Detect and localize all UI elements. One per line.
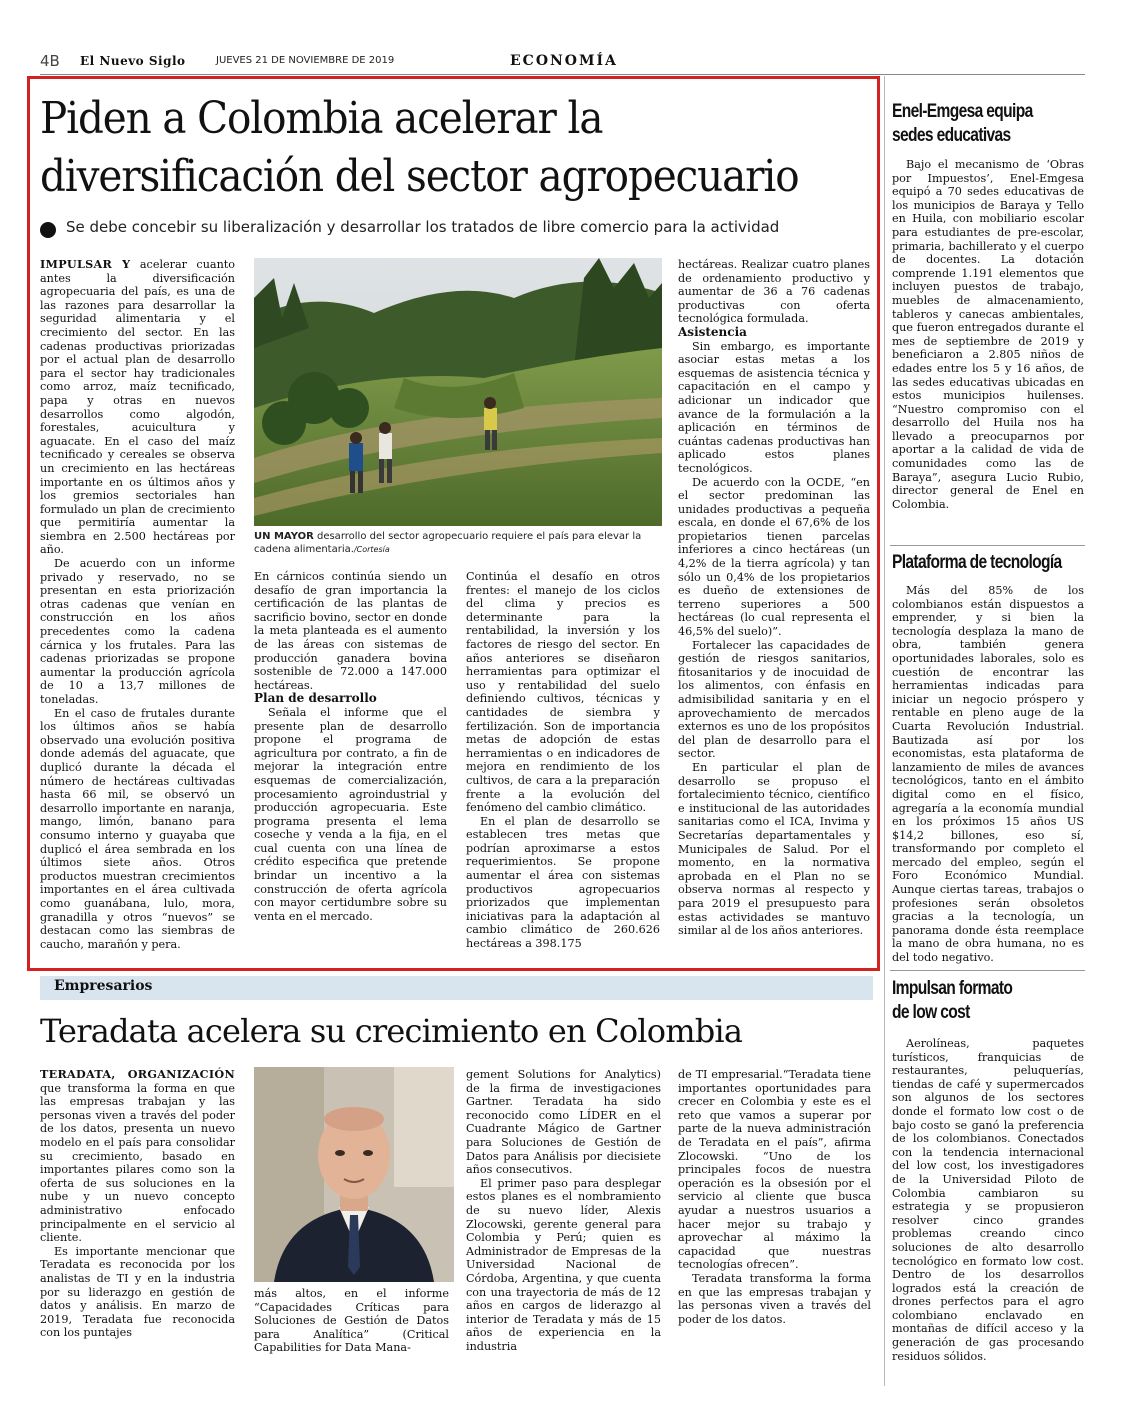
- paragraph: hectáreas. Realizar cuatro planes de ordenamiento productivo y aumentar de 36 a 76 cadenas productivas con oferta tecnológica formulada.: [678, 258, 870, 326]
- paragraph: TERADATA, ORGANIZACIÓN que transforma la forma en que las empresas trabajan y las personas viven a través del poder de los datos, presenta un nuevo modelo en el país para consolidar su crecimiento, basado en importantes pilares como son la oferta de sus soluciones en la nube y un nuevo concepto administrativo enfocado principalmente en el servicio al cliente.: [40, 1067, 235, 1245]
- brief-enel-headline: Enel-Emgesa equipa sedes educativas: [892, 101, 1033, 146]
- paragraph: En el caso de frutales durante los últimos años se había observado una evolución positiva donde además del aguacate, que duplicó durante la década el número de hectáreas cultivadas hasta 66 mil, se observó un desarrollo importante en naranja, mango, limón, banano para consumo interno y guayaba que duplicó el área sembrada en los últimos siete años. Otros productos muestran crecimientos importantes en el área cultivada como guanábana, lulo, mora, granadilla y otros “nuevos” se destacan como las siembras de caucho, marañón y pera.: [40, 706, 235, 951]
- man-in-suit-image: [254, 1067, 454, 1282]
- newspaper-name: El Nuevo Siglo: [80, 54, 186, 68]
- caption-lead: UN MAYOR: [254, 531, 314, 542]
- masthead: [40, 50, 1085, 74]
- paragraph: En cárnicos continúa siendo un desafío de gran importancia la certificación de las plantas de sacrificio bovino, sector en donde la meta planteada es el aumento de las áreas con sistemas de producción ganadera bovina sostenible de 72.000 a 147.000 hectáreas.: [254, 570, 447, 692]
- paragraph: Es importante mencionar que Teradata es reconocida por los analistas de TI y en la industria por su liderazgo en gestión de datos y análisis. En marzo de 2019, Teradata fue reconocida con los puntajes: [40, 1244, 235, 1340]
- brief-lowcost-headline: Impulsan formato de low cost: [892, 978, 1013, 1023]
- executive-portrait: [254, 1067, 454, 1282]
- paragraph: Sin embargo, es importante asociar estas metas a los esquemas de asistencia técnica y capacitación en el campo y adicionar un indicador que avance de la formulación a la aplicación en términos de cuántas cadenas productivas han aplicado estos planes tecnológicos.: [678, 339, 870, 475]
- paragraph: Bajo el mecanismo de ‘Obras por Impuestos’, Enel-Emgesa equipó a 70 sedes educativas de los municipios de Baraya y Tello en Huila, con mobiliario escolar para estudiantes de pre-escolar, primaria, bachillerato y el cuerpo de docentes. La dotación comprende 1.191 elementos que incluyen puestos de trabajo, muebles de almacenamiento, tableros y canecas ambientales, que fueron entregados durante el mes de septiembre de 2019 y beneficiaron a 2.805 niños de edades entre los 5 y 16 años, de las sedes educativas ubicadas en estos municipios huilenses. “Nuestro compromiso con el desarrollo del Huila nos ha llevado a preocuparnos por aportar a la calidad de vida de comunidades como las de Baraya”, asegura Lucio Rubio, director general de Enel en Colombia.: [892, 158, 1084, 511]
- paragraph: gement Solutions for Analytics) de la firma de investigaciones Gartner. Teradata ha sido reconocido como LÍDER en el Cuadrante Mágico de Gartner para Soluciones de Gestión de Datos para Análisis por diecisiete años consecutivos.: [466, 1068, 661, 1177]
- brief-platform-text: [892, 584, 1084, 965]
- bullet-icon: [40, 222, 56, 238]
- paragraph: De acuerdo con la OCDE, “en el sector predominan las unidades productivas a pequeña escala, en donde el 67,6% de los propietarios tienen parcelas inferiores a cinco hectáreas (un 4,2% de la tierra agrícola) y tan sólo un 0,4% de los propietarios es dueño de extensiones de terreno superiores a 500 hectáreas (lo cual representa el 46,5% del suelo)”.: [678, 475, 870, 639]
- paragraph: El primer paso para desplegar estos planes es el nombramiento de su nuevo líder, Alexis Zlocowski, gerente general para Colombia y Perú; quien es Administrador de Empresas de la Universidad Nacional de Córdoba, Argentina, y que cuenta con una trayectoria de más de 12 años en cargos de liderazgo al interior de Teradata y más de 15 años de experiencia en la industria: [466, 1176, 661, 1353]
- brief-lowcost-text: [892, 1037, 1084, 1363]
- second-column-2: [254, 1287, 449, 1355]
- paragraph: Fortalecer las capacidades de gestión de riesgos sanitarios, fitosanitarios y de inocuidad de los alimentos, con énfasis en admisibilidad sanitaria y en el aprovechamiento de mercados externos es uno de los propósitos del plan de desarrollo para el sector.: [678, 638, 870, 761]
- sidebar-rule: [890, 970, 1085, 971]
- section-band: [40, 976, 873, 1000]
- section-name: ECONOMÍA: [510, 53, 618, 69]
- main-headline-line1: Piden a Colombia acelerar la: [40, 93, 603, 144]
- main-column-3: [466, 570, 660, 951]
- subheading: Plan de desarrollo: [254, 691, 377, 706]
- paragraph: De acuerdo con un informe privado y reservado, no se presentan en esta priorización otras cadenas que venían en construcción en los años precedentes como la cadena cárnica y los frutales. Para las cadenas priorizadas se propone aumentar la producción agrícola de 10 a 13,7 millones de toneladas.: [40, 557, 235, 706]
- photo-credit: /Cortesía: [353, 545, 390, 554]
- main-deck: Se debe concebir su liberalización y desarrollar los tratados de libre comercio para la actividad: [66, 218, 780, 236]
- main-column-1: [40, 258, 235, 951]
- second-column-3: [466, 1068, 661, 1353]
- main-headline-line2: diversificación del sector agropecuario: [40, 151, 799, 202]
- main-headline: [40, 90, 804, 206]
- main-column-2: [254, 570, 447, 923]
- paragraph: En particular el plan de desarrollo se propuso el fortalecimiento técnico, científico e institucional de las autoridades sanitarias como el ICA, Invima y Secretarías departamentales y Municipales de Salud. Por el momento, en la normativa aprobada en el Plan no se observa normas al respecto y para 2019 el presupuesto para estas actividades se mantuvo similar al de los años anteriores.: [678, 760, 870, 938]
- paragraph: IMPULSAR Y acelerar cuanto antes la diversificación agropecuaria del país, es una de las razones para desarrollar la seguridad alimentaria y el crecimiento del sector. En las cadenas productivas priorizadas por el actual plan de desarrollo para el sector hay tradicionales como arroz, maíz tecnificado, papa y otras en nuevos desarrollos como algodón, forestales, acuicultura y aguacate. En el caso del maíz tecnificado y cereales se observa un crecimiento en las hectáreas importante en os últimos años y los gremios sectoriales han formulado un plan de crecimiento que permitiría aumentar la siembra en 2.500 hectáreas por año.: [40, 257, 236, 557]
- paragraph: Señala el informe que el presente plan de desarrollo propone el programa de agricultura por contrato, a fin de mejorar la integración entre esquemas de comercialización, procesamiento agroindustrial y producción agropecuaria. Este programa presenta el lema coseche y venda a la fija, en el cual cuenta con una línea de crédito especifica que pretende brindar un incentivo a la construcción de oferta agrícola con mayor certidumbre sobre su venta en el mercado.: [254, 705, 447, 923]
- header-rule: [40, 74, 1085, 75]
- paragraph: En el plan de desarrollo se establecen tres metas que podrían aproximarse a estos requerimientos. Se propone aumentar el área con sistemas productivos agropecuarios priorizados que implementan iniciativas para la adaptación al cambio climático de 260.626 hectáreas a 398.175: [466, 814, 660, 951]
- section-band-label: Empresarios: [54, 978, 153, 994]
- photo-caption: UN MAYOR desarrollo del sector agropecuario requiere el país para elevar la cadena alimentaria./Cortesía: [254, 531, 642, 555]
- sidebar-rule: [890, 545, 1085, 546]
- paragraph: Aerolíneas, paquetes turísticos, franquicias de restaurantes, peluquerías, tiendas de café y supermercados son algunos de los sectores donde el formato low cost o de bajo costo se ganó la preferencia de los colombianos. Conectados con la tendencia internacional del low cost, los investigadores de la Universidad Piloto de Colombia cambiaron su estrategia y se propusieron resolver cinco grandes problemas creando cinco soluciones de alto desarrollo tecnológico en formato low cost. Dentro de los desarrollos logrados está la creación de drones perfectos para el agro colombiano enclavado en montañas de difícil acceso y la generación de gas procesando residuos sólidos.: [892, 1037, 1084, 1363]
- brief-enel-text: [892, 158, 1084, 511]
- second-column-4: [678, 1068, 871, 1326]
- lead-in: TERADATA, ORGANIZACIÓN: [40, 1067, 235, 1081]
- issue-date: JUEVES 21 DE NOVIEMBRE DE 2019: [216, 55, 395, 66]
- farm-photo: [254, 258, 662, 526]
- sidebar-divider: [884, 76, 885, 1386]
- main-column-4: [678, 258, 870, 938]
- paragraph: más altos, en el informe “Capacidades Críticas para Soluciones de Gestión de Datos para Analítica” (Critical Capabilities for Data Mana-: [254, 1287, 449, 1355]
- paragraph: Continúa el desafío en otros frentes: el manejo de los ciclos del clima y precios es determinante para la rentabilidad, la inversión y los factores de riesgo del sector. En años anteriores se diseñaron herramientas para optimizar el uso y rentabilidad del suelo definiendo cultivos, técnicas y cantidades de siembra y fertilización. Son de importancia metas de adopción de estas herramientas o en indicadores de mejora en rendimiento de los cultivos, de cara a la preparación frente a la evolución del fenómeno del cambio climático.: [466, 570, 660, 815]
- paragraph: Más del 85% de los colombianos están dispuestos a emprender, y si bien la tecnología desplaza la mano de obra, también genera oportunidades laborales, solo es cuestión de encontrar las herramientas indicadas para iniciar un negocio próspero y rentable en pleno auge de la Cuarta Revolución Industrial. Bautizada así por los economistas, esta plataforma de lanzamiento de miles de avances tecnológicos, tanto en el ámbito digital como en el físico, agregaría a la economía mundial en los próximos 15 años US $14,2 billones, eso sí, transformando por completo el mercado del empleo, según el Foro Económico Mundial. Aunque ciertas tareas, trabajos o profesiones serán obsoletos gracias a la tecnología, un panorama donde ésta reemplace la mano de obra humana, no es del todo negativo.: [892, 584, 1084, 965]
- second-column-1: [40, 1068, 235, 1340]
- page-number: 4B: [40, 52, 60, 70]
- paragraph: Teradata transforma la forma en que las empresas trabajan y las personas viven a través del poder de los datos.: [678, 1271, 871, 1326]
- lead-in: IMPULSAR Y: [40, 257, 131, 271]
- hillside-farmers-image: [254, 258, 662, 526]
- paragraph: de TI empresarial.“Teradata tiene importantes oportunidades para crecer en Colombia y este es el reto que vamos a superar por parte de la nueva administración de Teradata en el país”, afirma Zlocowski. “Uno de los principales focos de nuestra operación es la obsesión por el servicio al cliente que busca ayudar a nuestros usuarios a hacer mejor su trabajo y aprovechar al máximo la capacidad que nuestras tecnologías ofrecen”.: [678, 1068, 871, 1272]
- second-headline: Teradata acelera su crecimiento en Colombia: [40, 1012, 743, 1050]
- subheading: Asistencia: [678, 324, 747, 339]
- brief-platform-headline: Plataforma de tecnología: [892, 552, 1062, 573]
